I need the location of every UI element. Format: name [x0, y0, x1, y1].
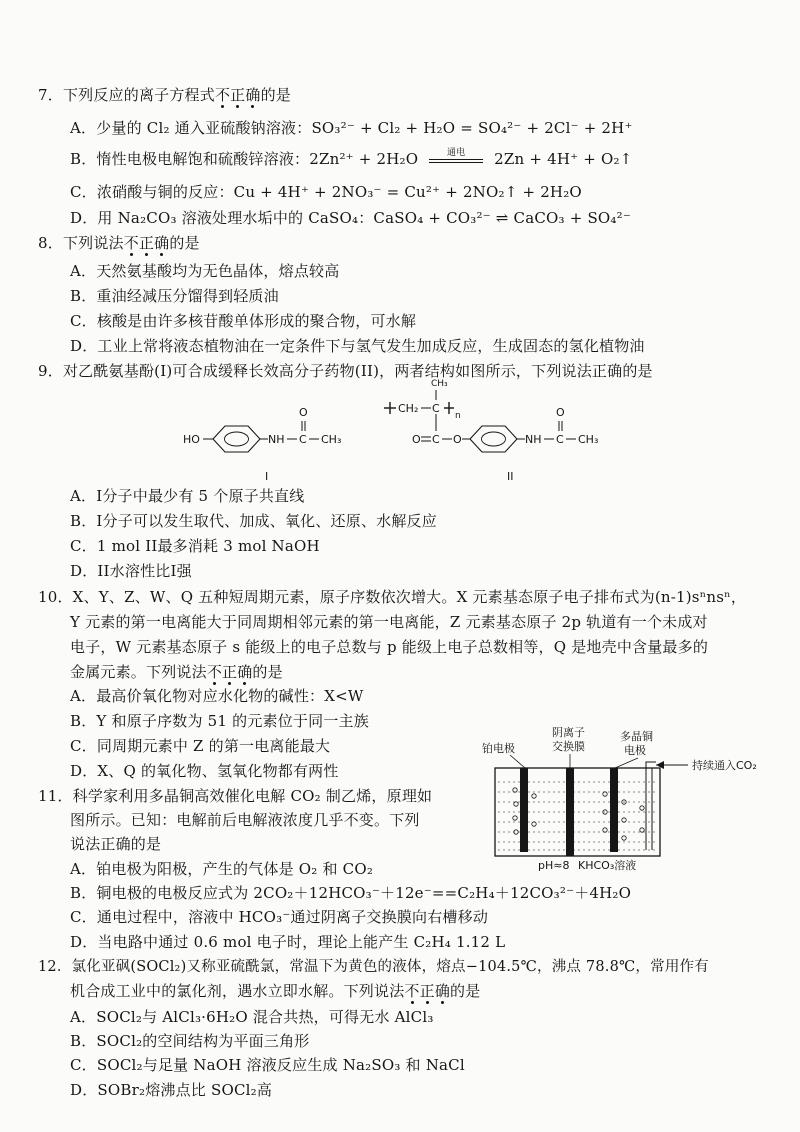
svg-text:O: O	[412, 433, 421, 446]
pt-electrode-label: 铂电极	[482, 742, 515, 755]
q11-option-b: B．铜电极的电极反应式为 2CO₂＋12HCO₃⁻＋12e⁻==C₂H₄＋12CO₃²⁻＋4H₂O	[70, 884, 632, 902]
emphasis-char: 正	[419, 982, 435, 1000]
emphasis-text	[207, 663, 253, 681]
emphasis-text	[124, 234, 170, 252]
q11-stem-line-2: 图所示。已知：电解前后电解液浓度几乎不变。下列	[70, 811, 420, 829]
q12-option-b: B．SOCl₂的空间结构为平面三角形	[70, 1032, 310, 1050]
emphasis-text	[215, 86, 261, 104]
q8-option-a: A．天然氨基酸均为无色晶体，熔点较高	[70, 262, 340, 280]
svg-text:C: C	[556, 433, 564, 446]
molecule-i	[183, 406, 341, 483]
svg-text:HO: HO	[183, 433, 200, 446]
q12-option-d: D．SOBr₂熔沸点比 SOCl₂高	[70, 1081, 273, 1099]
q10-option-a: A．最高价氧化物对应水化物的碱性：X<W	[70, 687, 364, 705]
q10-stem-line-2: Y 元素的第一电离能大于同周期相邻元素的第一电离能，Z 元素基态原子 2p 轨道有一个未成对	[70, 613, 708, 631]
emphasis-char: 不	[404, 982, 420, 1000]
q10-option-c: C．同周期元素中 Z 的第一电离能最大	[70, 737, 331, 755]
svg-text:C: C	[432, 402, 440, 415]
q9-option-c: C．1 mol II最多消耗 3 mol NaOH	[70, 537, 320, 555]
q11-option-c: C．通电过程中，溶液中 HCO₃⁻通过阴离子交换膜向右槽移动	[70, 908, 489, 926]
q8-stem: 8．下列说法不正确的是	[38, 234, 200, 252]
q10-option-b: B．Y 和原子序数为 51 的元素位于同一主族	[70, 712, 369, 730]
q9-stem: 9．对乙酰氨基酚(I)可合成缓释长效高分子药物(II)，两者结构如图所示，下列说法正确的是	[38, 362, 653, 380]
molecule-i-label: I	[265, 470, 269, 483]
q9-option-d: D．II水溶性比I强	[70, 562, 192, 580]
q11-stem-line-1: 11．科学家利用多晶铜高效催化电解 CO₂ 制乙烯，原理如	[38, 787, 433, 805]
q12-option-c: C．SOCl₂与足量 NaOH 溶液反应生成 Na₂SO₃ 和 NaCl	[70, 1056, 465, 1074]
svg-text:O: O	[453, 433, 462, 446]
svg-text:n: n	[455, 411, 461, 421]
svg-text:CH₃: CH₃	[578, 433, 599, 446]
svg-text:O: O	[299, 406, 308, 419]
solution-label: KHCO₃溶液	[578, 859, 637, 872]
q12-option-a: A．SOCl₂与 AlCl₃·6H₂O 混合共热，可得无水 AlCl₃	[70, 1008, 434, 1026]
svg-text:NH: NH	[525, 433, 542, 446]
emphasis-text	[404, 982, 450, 1000]
q8-option-b: B．重油经减压分馏得到轻质油	[70, 287, 279, 305]
emphasis-char: 不	[214, 86, 231, 104]
membrane-label-1: 阴离子	[552, 726, 585, 739]
emphasis-char: 不	[206, 663, 223, 681]
q7-option-c: C．浓硝酸与铜的反应：Cu + 4H⁺ + 2NO₃⁻ = Cu²⁺ + 2NO₂↑ + 2H₂O	[70, 183, 582, 201]
q9-option-b: B．I分子可以发生取代、加成、氧化、还原、水解反应	[70, 512, 437, 530]
q10-option-d: D．X、Q 的氧化物、氢氧化物都有两性	[70, 762, 339, 780]
q12-stem-line-1: 12．氯化亚砜(SOCl₂)又称亚硫酰氯，常温下为黄色的液体，熔点−104.5℃，沸点 78.8℃，常用作有	[38, 959, 709, 975]
q12-stem-line-2: 机合成工业中的氯化剂，遇水立即水解。下列说法不正确的是	[70, 982, 481, 1000]
electrolysis-diagram	[470, 712, 782, 872]
svg-text:CH₂: CH₂	[398, 402, 419, 415]
svg-text:CH₃: CH₃	[321, 433, 342, 446]
svg-text:NH: NH	[268, 433, 285, 446]
membrane-label-2: 交换膜	[552, 740, 585, 753]
emphasis-char: 正	[222, 663, 238, 681]
molecule-structures	[0, 378, 800, 488]
q9-option-a: A．I分子中最少有 5 个原子共直线	[70, 487, 305, 505]
svg-text:C: C	[299, 433, 307, 446]
molecule-ii	[384, 379, 598, 483]
q10-stem-line-3: 电子，W 元素基态原子 s 能级上的电子总数与 p 能级上电子总数相等，Q 是地壳中含量最多的	[70, 638, 709, 656]
svg-text:CH₃: CH₃	[431, 379, 448, 389]
q7-option-a: A．少量的 Cl₂ 通入亚硫酸钠溶液：SO₃²⁻ + Cl₂ + H₂O = SO₄²⁻ + 2Cl⁻ + 2H⁺	[70, 119, 633, 137]
cu-electrode-label-1: 多晶铜	[620, 730, 653, 743]
electrolysis-condition: 通电	[429, 148, 483, 163]
emphasis-char: 确	[237, 663, 253, 681]
svg-text:O: O	[556, 406, 565, 419]
svg-text:C: C	[432, 433, 440, 446]
emphasis-char: 正	[138, 234, 155, 252]
q7-option-b: B．惰性电极电解饱和硫酸锌溶液：2Zn²⁺ + 2H₂O 通电 2Zn + 4H⁺ + O₂↑	[70, 148, 633, 168]
q8-option-c: C．核酸是由许多核苷酸单体形成的聚合物，可水解	[70, 312, 417, 330]
q10-stem-line-1: 10．X、Y、Z、W、Q 五种短周期元素，原子序数依次增大。X 元素基态原子电子排布式为(n-1)sⁿnsⁿ，	[38, 588, 747, 606]
emphasis-char: 确	[154, 234, 170, 252]
q7-stem: 7．下列反应的离子方程式不正确的是	[38, 86, 291, 104]
molecule-ii-label: II	[507, 470, 514, 483]
q8-option-d: D．工业上常将液态植物油在一定条件下与氢气发生加成反应，生成固态的氢化植物油	[70, 337, 645, 355]
co2-feed-label: 持续通入CO₂	[692, 759, 757, 772]
q11-stem-line-3: 说法正确的是	[70, 835, 162, 853]
q7-option-d: D．用 Na₂CO₃ 溶液处理水垢中的 CaSO₄：CaSO₄ + CO₃²⁻ ⇌ CaCO₃ + SO₄²⁻	[70, 209, 631, 227]
q11-option-d: D．当电路中通过 0.6 mol 电子时，理论上能产生 C₂H₄ 1.12 L	[70, 933, 506, 951]
q10-stem-line-4: 金属元素。下列说法不正确的是	[70, 663, 283, 681]
emphasis-char: 确	[245, 86, 261, 104]
cu-electrode-label-2: 电极	[624, 744, 646, 757]
emphasis-char: 正	[230, 86, 246, 104]
emphasis-char: 不	[123, 234, 139, 252]
emphasis-char: 确	[434, 982, 451, 1000]
q11-option-a: A．铂电极为阳极，产生的气体是 O₂ 和 CO₂	[70, 860, 374, 878]
ph-label: pH≈8	[538, 859, 570, 872]
